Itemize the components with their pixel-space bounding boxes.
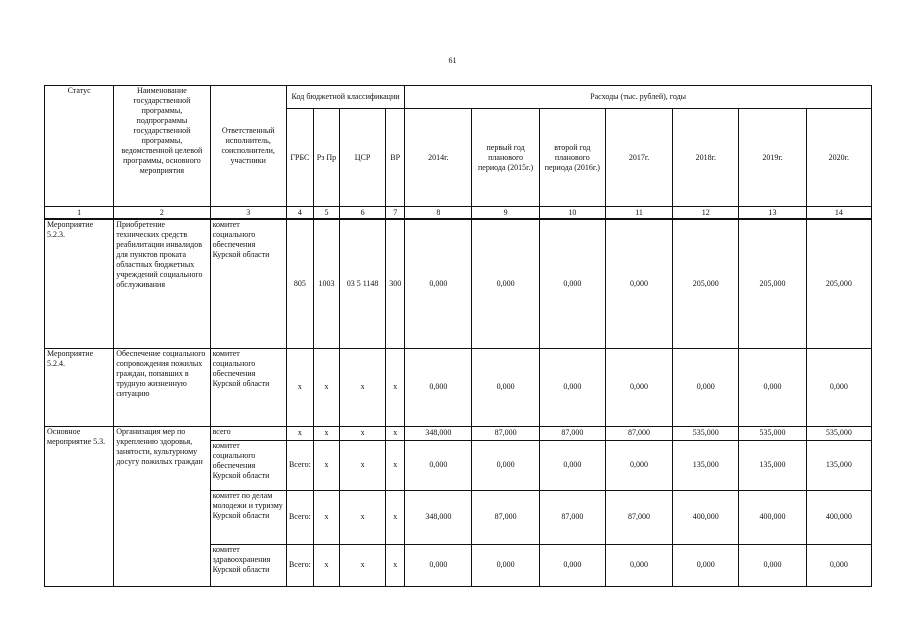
cell-value: 535,000 xyxy=(673,426,739,440)
cell-value: 87,000 xyxy=(472,426,539,440)
cell-value: 0,000 xyxy=(405,440,472,490)
cell-rzpr: 1003 xyxy=(313,219,339,348)
cell-value: 0,000 xyxy=(539,348,605,426)
cell-value: 535,000 xyxy=(806,426,871,440)
cell-value: 87,000 xyxy=(539,426,605,440)
cell-vr: х xyxy=(386,490,405,544)
col-num: 7 xyxy=(386,207,405,220)
cell-value: 0,000 xyxy=(605,440,672,490)
header-2014: 2014г. xyxy=(405,109,472,207)
header-2018: 2018г. xyxy=(673,109,739,207)
cell-value: 400,000 xyxy=(673,490,739,544)
cell-value: 0,000 xyxy=(806,544,871,586)
col-num: 8 xyxy=(405,207,472,220)
cell-grbs: х xyxy=(286,348,313,426)
col-num: 5 xyxy=(313,207,339,220)
cell-value: 0,000 xyxy=(673,544,739,586)
cell-value: 0,000 xyxy=(605,544,672,586)
header-vr: ВР xyxy=(386,109,405,207)
col-num: 9 xyxy=(472,207,539,220)
cell-vr: 300 xyxy=(386,219,405,348)
header-2017: 2017г. xyxy=(605,109,672,207)
cell-value: 0,000 xyxy=(806,348,871,426)
cell-value: 0,000 xyxy=(472,348,539,426)
cell-value: 0,000 xyxy=(739,544,806,586)
cell-grbs: 805 xyxy=(286,219,313,348)
cell-csr: х xyxy=(340,426,386,440)
cell-value: 135,000 xyxy=(673,440,739,490)
row-executor: комитет социального обеспечения Курской области xyxy=(210,219,286,348)
cell-value: 135,000 xyxy=(739,440,806,490)
cell-vr: х xyxy=(386,426,405,440)
row-executor: всего xyxy=(210,426,286,440)
table-row xyxy=(45,426,872,440)
header-budget-code: Код бюджетной классификации xyxy=(286,86,404,109)
row-status: Мероприятие 5.2.4. xyxy=(45,348,114,426)
cell-csr: х xyxy=(340,544,386,586)
cell-rzpr: х xyxy=(313,490,339,544)
header-status: Статус xyxy=(45,86,114,207)
column-number-row xyxy=(45,207,872,220)
col-num: 1 xyxy=(45,207,114,220)
cell-csr: х xyxy=(340,348,386,426)
cell-grbs: Всего: xyxy=(286,544,313,586)
col-num: 13 xyxy=(739,207,806,220)
row-executor: комитет здравоохранения Курской области xyxy=(210,544,286,586)
cell-value: 535,000 xyxy=(739,426,806,440)
row-executor: комитет социального обеспечения Курской области xyxy=(210,348,286,426)
cell-value: 348,000 xyxy=(405,490,472,544)
header-name: Наименование государственной программы, подпрограммы государственной программы, ведомственной целевой программы, основного мероприятия xyxy=(114,86,210,207)
cell-value: 135,000 xyxy=(806,440,871,490)
header-2020: 2020г. xyxy=(806,109,871,207)
cell-value: 0,000 xyxy=(472,440,539,490)
cell-value: 205,000 xyxy=(806,219,871,348)
cell-value: 205,000 xyxy=(739,219,806,348)
header-2016: второй год планового периода (2016г.) xyxy=(539,109,605,207)
row-name: Приобретение технических средств реабилитации инвалидов для пунктов проката областных бюджетных учреждений социального обслуживания xyxy=(114,219,210,348)
header-row-1 xyxy=(45,86,872,109)
cell-grbs: Всего: xyxy=(286,490,313,544)
col-num: 14 xyxy=(806,207,871,220)
header-executor: Ответственный исполнитель, соисполнители, участники xyxy=(210,86,286,207)
cell-csr: 03 5 1148 xyxy=(340,219,386,348)
cell-rzpr: х xyxy=(313,440,339,490)
cell-rzpr: х xyxy=(313,426,339,440)
cell-value: 0,000 xyxy=(405,219,472,348)
header-2015: первый год планового периода (2015г.) xyxy=(472,109,539,207)
cell-value: 0,000 xyxy=(472,219,539,348)
cell-grbs: Всего: xyxy=(286,440,313,490)
table-row xyxy=(45,348,872,426)
cell-value: 400,000 xyxy=(806,490,871,544)
cell-value: 0,000 xyxy=(472,544,539,586)
cell-value: 0,000 xyxy=(539,440,605,490)
row-name: Организация мер по укреплению здоровья, занятости, культурному досугу пожилых граждан xyxy=(114,426,210,586)
cell-value: 0,000 xyxy=(405,544,472,586)
col-num: 12 xyxy=(673,207,739,220)
col-num: 4 xyxy=(286,207,313,220)
cell-csr: х xyxy=(340,440,386,490)
col-num: 3 xyxy=(210,207,286,220)
cell-rzpr: х xyxy=(313,544,339,586)
cell-value: 87,000 xyxy=(472,490,539,544)
cell-value: 400,000 xyxy=(739,490,806,544)
page-number: 61 xyxy=(448,56,457,65)
cell-value: 205,000 xyxy=(673,219,739,348)
cell-value: 0,000 xyxy=(739,348,806,426)
header-2019: 2019г. xyxy=(739,109,806,207)
row-executor: комитет по делам молодежи и туризму Курской области xyxy=(210,490,286,544)
header-expenses: Расходы (тыс. рублей), годы xyxy=(405,86,872,109)
col-num: 10 xyxy=(539,207,605,220)
cell-value: 0,000 xyxy=(605,348,672,426)
row-executor: комитет социального обеспечения Курской области xyxy=(210,440,286,490)
row-status: Мероприятие 5.2.3. xyxy=(45,219,114,348)
cell-value: 0,000 xyxy=(405,348,472,426)
row-status: Основное мероприятие 5.3. xyxy=(45,426,114,586)
cell-value: 87,000 xyxy=(539,490,605,544)
cell-csr: х xyxy=(340,490,386,544)
row-name: Обеспечение социального сопровождения пожилых граждан, попавших в трудную жизненную ситуацию xyxy=(114,348,210,426)
header-csr: ЦСР xyxy=(340,109,386,207)
cell-grbs: х xyxy=(286,426,313,440)
cell-value: 0,000 xyxy=(539,219,605,348)
col-num: 6 xyxy=(340,207,386,220)
cell-vr: х xyxy=(386,348,405,426)
header-grbs: ГРБС xyxy=(286,109,313,207)
cell-value: 0,000 xyxy=(673,348,739,426)
cell-value: 0,000 xyxy=(539,544,605,586)
cell-value: 87,000 xyxy=(605,490,672,544)
cell-value: 0,000 xyxy=(605,219,672,348)
cell-value: 87,000 xyxy=(605,426,672,440)
cell-vr: х xyxy=(386,440,405,490)
col-num: 2 xyxy=(114,207,210,220)
cell-rzpr: х xyxy=(313,348,339,426)
col-num: 11 xyxy=(605,207,672,220)
header-rzpr: Рз Пр xyxy=(313,109,339,207)
cell-value: 348,000 xyxy=(405,426,472,440)
cell-vr: х xyxy=(386,544,405,586)
table-row xyxy=(45,219,872,348)
budget-table xyxy=(44,85,872,587)
